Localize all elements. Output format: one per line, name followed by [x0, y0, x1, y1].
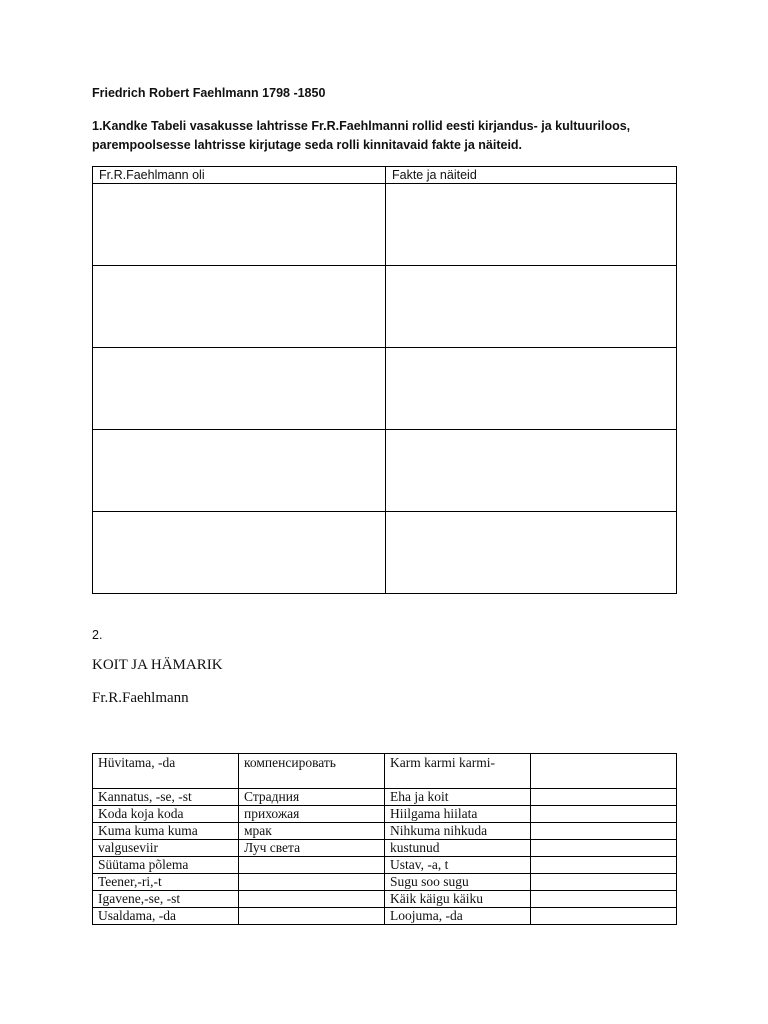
vocab-term-cell: Usaldama, -da	[93, 908, 239, 925]
vocab-row	[93, 789, 677, 806]
vocab-translation-cell[interactable]	[531, 806, 677, 823]
vocab-translation-cell[interactable]	[531, 891, 677, 908]
facts-column-header: Fakte ja näiteid	[386, 167, 677, 184]
vocab-translation-cell[interactable]	[239, 908, 385, 925]
vocab-row	[93, 754, 677, 789]
vocab-term-cell: Hiilgama hiilata	[385, 806, 531, 823]
vocab-translation-cell[interactable]	[531, 789, 677, 806]
vocab-translation-cell: мрак	[239, 823, 385, 840]
vocab-row	[93, 874, 677, 891]
vocab-row	[93, 908, 677, 925]
vocab-translation-cell: Страдния	[239, 789, 385, 806]
vocab-row	[93, 840, 677, 857]
roles-column-header: Fr.R.Faehlmann oli	[93, 167, 386, 184]
role-cell[interactable]	[93, 430, 386, 512]
roles-table-row	[93, 348, 677, 430]
vocab-row	[93, 823, 677, 840]
facts-cell[interactable]	[386, 184, 677, 266]
vocab-translation-cell[interactable]	[531, 874, 677, 891]
roles-table-row	[93, 266, 677, 348]
vocab-translation-cell[interactable]	[239, 857, 385, 874]
vocab-row	[93, 806, 677, 823]
vocab-translation-cell[interactable]	[531, 857, 677, 874]
vocab-term-cell: Igavene,-se, -st	[93, 891, 239, 908]
vocab-term-cell: Süütama põlema	[93, 857, 239, 874]
vocab-row	[93, 857, 677, 874]
roles-table-row	[93, 512, 677, 594]
vocab-term-cell: Kuma kuma kuma	[93, 823, 239, 840]
role-cell[interactable]	[93, 184, 386, 266]
poem-title: KOIT JA HÄMARIK	[92, 657, 223, 673]
role-cell[interactable]	[93, 512, 386, 594]
vocab-translation-cell: прихожая	[239, 806, 385, 823]
task-2-number: 2.	[92, 628, 103, 642]
facts-cell[interactable]	[386, 512, 677, 594]
facts-cell[interactable]	[386, 430, 677, 512]
vocab-term-cell: Loojuma, -da	[385, 908, 531, 925]
vocabulary-table	[92, 753, 677, 925]
vocab-translation-cell: Луч света	[239, 840, 385, 857]
vocab-translation-cell[interactable]	[531, 754, 677, 789]
vocab-translation-cell[interactable]	[239, 891, 385, 908]
vocab-translation-cell[interactable]	[239, 874, 385, 891]
roles-table-row	[93, 430, 677, 512]
vocab-term-cell: kustunud	[385, 840, 531, 857]
facts-cell[interactable]	[386, 266, 677, 348]
vocab-term-cell: Karm karmi karmi-	[385, 754, 531, 789]
vocab-term-cell: Ustav, -a, t	[385, 857, 531, 874]
task-1-instructions	[92, 117, 692, 155]
role-cell[interactable]	[93, 266, 386, 348]
vocab-translation-cell: компенсировать	[239, 754, 385, 789]
vocab-row	[93, 891, 677, 908]
roles-table-row	[93, 184, 677, 266]
vocab-term-cell: Nihkuma nihkuda	[385, 823, 531, 840]
vocab-term-cell: Teener,-ri,-t	[93, 874, 239, 891]
poem-author: Fr.R.Faehlmann	[92, 690, 189, 706]
vocab-term-cell: Sugu soo sugu	[385, 874, 531, 891]
vocab-term-cell: Käik käigu käiku	[385, 891, 531, 908]
vocab-term-cell: Koda koja koda	[93, 806, 239, 823]
roles-table-header-row	[93, 167, 677, 184]
vocab-term-cell: Hüvitama, -da	[93, 754, 239, 789]
vocab-term-cell: valguseviir	[93, 840, 239, 857]
task-1-line-2: parempoolsesse lahtrisse kirjutage seda rolli kinnitavaid fakte ja näiteid.	[92, 138, 523, 152]
document-title: Friedrich Robert Faehlmann 1798 -1850	[92, 86, 326, 100]
vocab-translation-cell[interactable]	[531, 840, 677, 857]
vocab-translation-cell[interactable]	[531, 908, 677, 925]
facts-cell[interactable]	[386, 348, 677, 430]
vocab-translation-cell[interactable]	[531, 823, 677, 840]
roles-table	[92, 166, 677, 594]
vocab-term-cell: Kannatus, -se, -st	[93, 789, 239, 806]
role-cell[interactable]	[93, 348, 386, 430]
vocab-term-cell: Eha ja koit	[385, 789, 531, 806]
task-1-line-1: 1.Kandke Tabeli vasakusse lahtrisse Fr.R.Faehlmanni rollid eesti kirjandus- ja kultuuriloos,	[92, 119, 631, 133]
